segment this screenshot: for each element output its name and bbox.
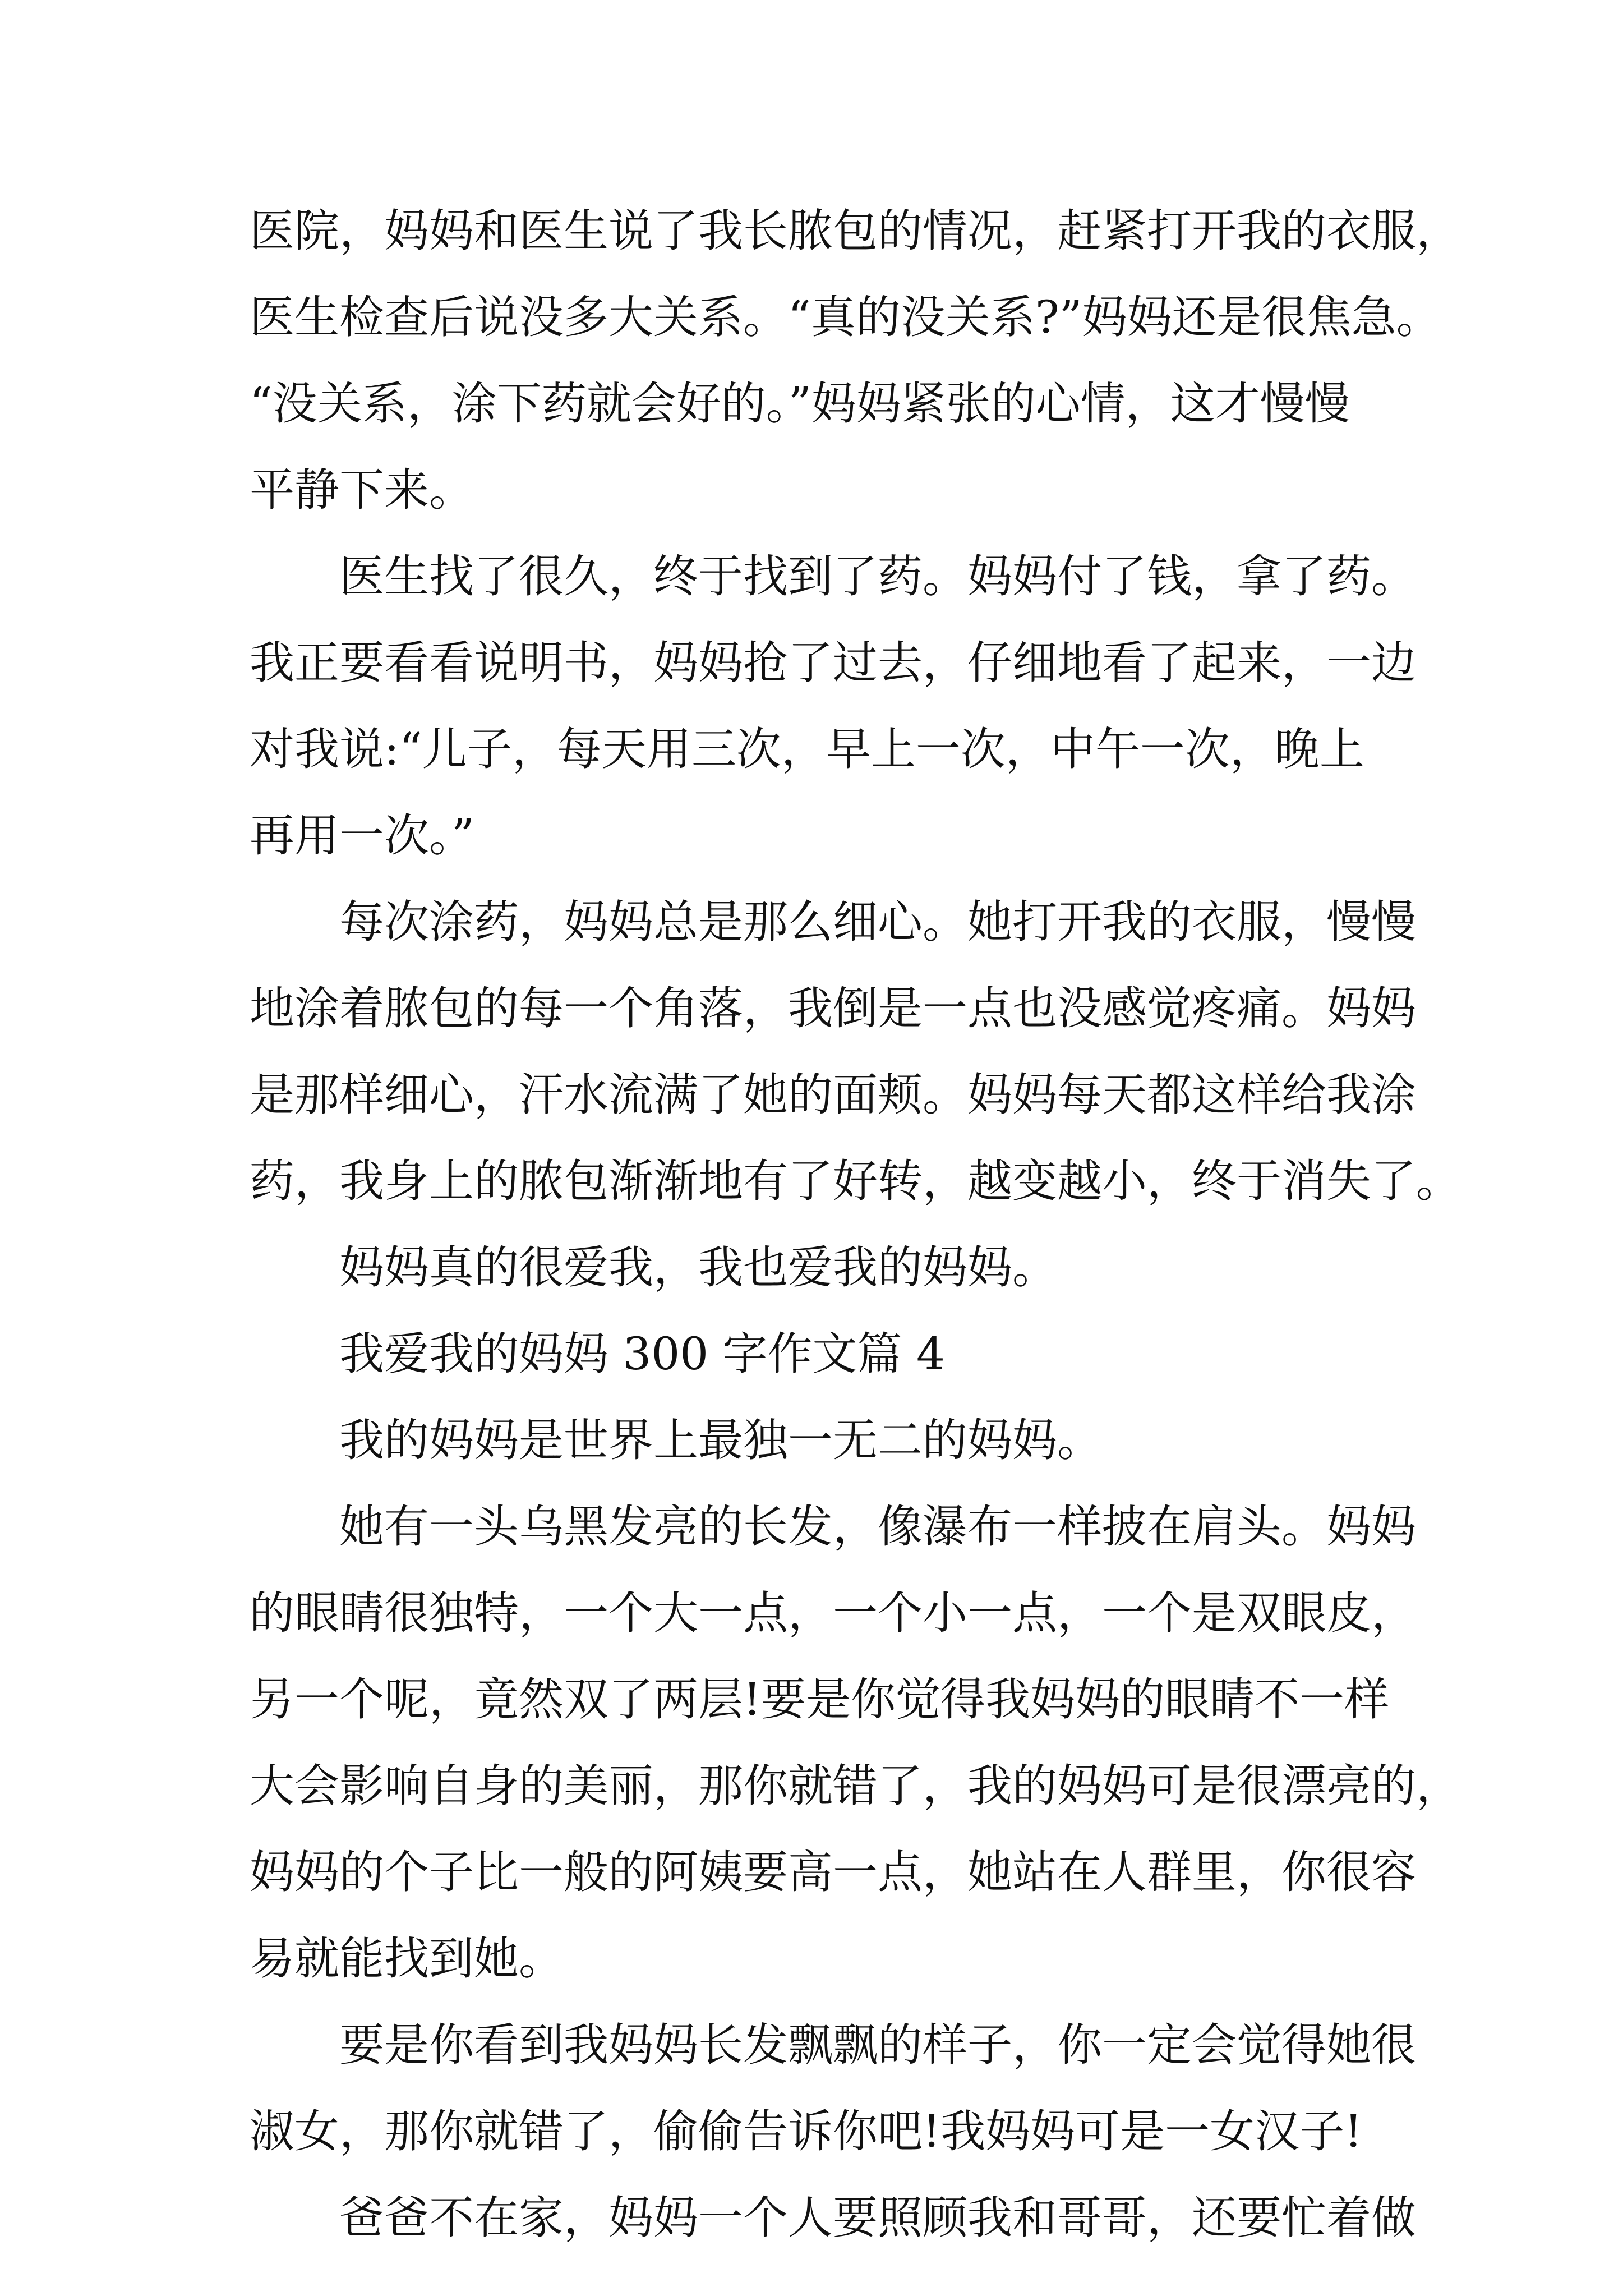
text-line: 妈妈的个子比一般的阿姨要高一点，她站在人群里，你很容 bbox=[250, 1846, 1416, 1898]
text-line: 对我说:“儿子，每天用三次，早上一次，中午一次，晚上 bbox=[250, 723, 1364, 775]
paragraph-first-line: 医生找了很久，终于找到了药。妈妈付了钱，拿了药。 bbox=[339, 550, 1416, 602]
text-line: 的眼睛很独特，一个大一点，一个小一点，一个是双眼皮， bbox=[250, 1587, 1416, 1639]
text-line: 药，我身上的脓包渐渐地有了好转，越变越小，终于消失了。 bbox=[250, 1155, 1461, 1207]
section-heading: 我爱我的妈妈 300 字作文篇 4 bbox=[339, 1328, 945, 1380]
text-line: 再用一次。” bbox=[250, 809, 474, 862]
document-body bbox=[250, 188, 1461, 2261]
text-line: 淑女，那你就错了，偷偷告诉你吧!我妈妈可是一女汉子! bbox=[250, 2105, 1363, 2157]
paragraph-first-line: 每次涂药，妈妈总是那么细心。她打开我的衣服，慢慢 bbox=[339, 896, 1416, 948]
text-line: 医生检查后说没多大关系。“真的没关系?”妈妈还是很焦急。 bbox=[250, 291, 1441, 343]
text-line: 地涂着脓包的每一个角落，我倒是一点也没感觉疼痛。妈妈 bbox=[250, 982, 1416, 1034]
text-line: 医院，妈妈和医生说了我长脓包的情况，赶紧打开我的衣服， bbox=[250, 205, 1461, 257]
paragraph-first-line: 我的妈妈是世界上最独一无二的妈妈。 bbox=[339, 1414, 1102, 1466]
paragraph-first-line: 要是你看到我妈妈长发飘飘的样子，你一定会觉得她很 bbox=[339, 2019, 1416, 2071]
text-line: 大会影响自身的美丽，那你就错了，我的妈妈可是很漂亮的， bbox=[250, 1760, 1461, 1812]
text-line: 是那样细心，汗水流满了她的面颊。妈妈每天都这样给我涂 bbox=[250, 1069, 1416, 1121]
text-line: 另一个呢，竟然双了两层!要是你觉得我妈妈的眼睛不一样 bbox=[250, 1673, 1390, 1726]
text-line: 我正要看看说明书，妈妈抢了过去，仔细地看了起来，一边 bbox=[250, 637, 1416, 689]
paragraph-first-line: 爸爸不在家，妈妈一个人要照顾我和哥哥，还要忙着做 bbox=[339, 2192, 1416, 2244]
text-line: “没关系，涂下药就会好的。”妈妈紧张的心情，这才慢慢 bbox=[250, 378, 1350, 430]
text-line: 平静下来。 bbox=[250, 464, 474, 516]
paragraph-first-line: 妈妈真的很爱我，我也爱我的妈妈。 bbox=[339, 1241, 1057, 1294]
paragraph-first-line: 她有一头乌黑发亮的长发，像瀑布一样披在肩头。妈妈 bbox=[339, 1501, 1416, 1553]
text-line: 易就能找到她。 bbox=[250, 1932, 564, 1985]
